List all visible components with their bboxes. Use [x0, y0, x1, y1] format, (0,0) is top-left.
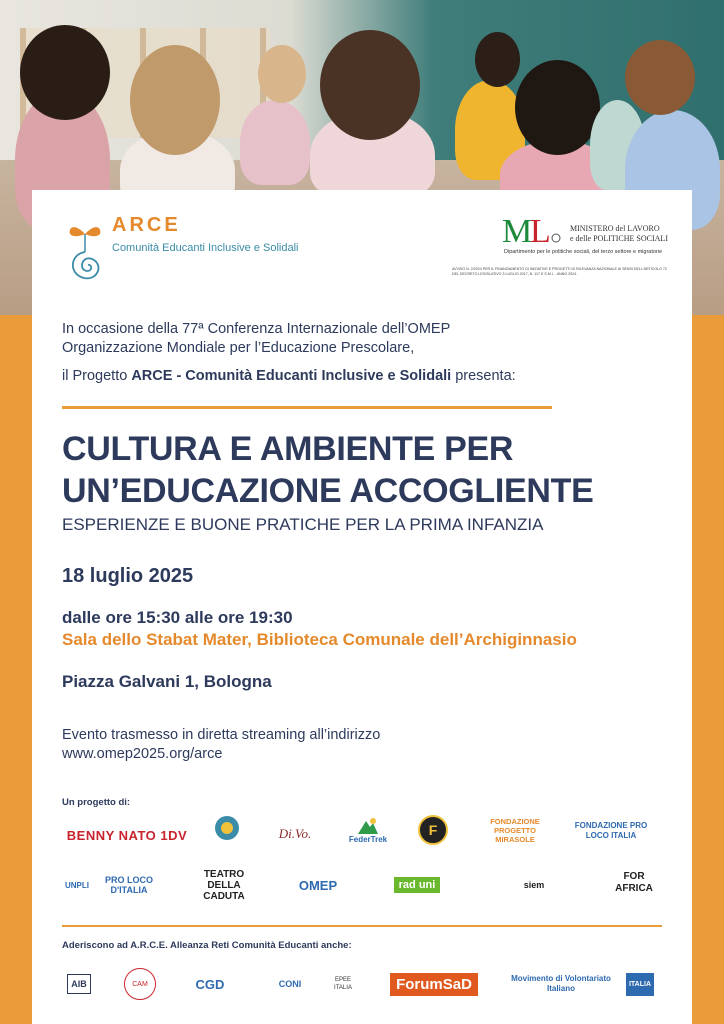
partner-logo-text: siem	[523, 880, 545, 890]
adherent-logo-text: Movimento di Volontariato Italiano	[511, 974, 611, 993]
intro-pre: il Progetto	[62, 368, 132, 384]
intro-text	[62, 320, 662, 358]
event-venue: Sala dello Stabat Mater, Biblioteca Comunale dell’Archiginnasio	[62, 630, 577, 649]
adherent-logo-cgd	[184, 966, 236, 1002]
adherent-logo-text: ForumSaD	[390, 973, 478, 996]
adherent-logo-text: EPEE ITALIA	[334, 977, 352, 991]
partner-logo-radiuni	[372, 870, 462, 900]
partner-logo-text: OMEP	[298, 877, 338, 893]
partner-logo-text: UNPLI	[65, 880, 89, 890]
partner-logo-pro-loco-italia	[562, 814, 660, 848]
partner-logo-text: F	[428, 822, 438, 838]
adherent-logo-cam	[122, 966, 158, 1002]
stream-info	[62, 726, 380, 764]
ministry-logo	[502, 212, 562, 248]
adherent-logo-text: AIB	[67, 974, 91, 994]
partner-logo-text: FOR AFRICA	[615, 871, 653, 894]
ministry-avviso: AVVISO N. 2/2024 PER IL FINANZIAMENTO DI INIZIATIVE E PROGETTI DI RILEVANZA NAZIONALE AI SENSI DELL'ARTICOLO 72 DEL DECRETO LEGISLATIVO 3 LUGLIO 2017, N. 117 E S.M.I. - ANNO 2024.	[452, 267, 667, 276]
partner-logo-text: BENNY NATO 1DV	[66, 827, 188, 843]
svg-text:M: M	[502, 213, 533, 248]
event-address: Piazza Galvani 1, Bologna	[62, 672, 272, 691]
mountain-icon	[357, 817, 379, 835]
partner-logo-f-circle	[416, 812, 450, 848]
adherent-badge-icon	[124, 968, 156, 1000]
divider-bottom	[62, 925, 662, 927]
partner-logo-text: rad uni	[394, 877, 441, 893]
partner-logo-text: FONDAZIONE PRO LOCO ITALIA	[574, 821, 648, 840]
intro-line1: In occasione della 77ª Conferenza Internazionale dell’OMEP	[62, 321, 451, 337]
child-head	[625, 40, 695, 115]
partner-logo-romanamente	[204, 808, 250, 848]
divider-top	[62, 406, 552, 409]
partner-logo-divo	[264, 820, 326, 848]
adherent-logo-forumsad	[380, 968, 488, 1000]
event-time: dalle ore 15:30 alle ore 19:30	[62, 608, 293, 627]
partner-logo-text: FederTrek	[348, 834, 388, 844]
child-head	[475, 32, 520, 87]
partners-label: Un progetto di:	[62, 797, 131, 808]
adherent-logo-text: ITALIA	[626, 973, 654, 996]
intro-project-line	[62, 368, 682, 384]
child-head	[258, 45, 306, 103]
partner-logo-text: TEATRO DELLA CADUTA	[203, 868, 245, 902]
adherent-logo-epee	[326, 966, 360, 1002]
child-figure	[240, 100, 310, 185]
flyer-card	[32, 190, 692, 1024]
partner-logo-mirasole	[470, 812, 560, 848]
arce-spiral-logo	[60, 212, 110, 292]
partner-logo-siem	[478, 870, 590, 900]
adherent-logo-text: CGD	[195, 976, 225, 992]
arce-subtitle: Comunità Educanti Inclusive e Solidali	[112, 242, 299, 254]
partner-logo-text: FONDAZIONE PROGETTO MIRASOLE	[490, 816, 540, 844]
ministry-title-line1: MINISTERO del LAVORO	[570, 224, 660, 233]
arce-name: ARCE	[112, 214, 181, 236]
event-title-line2: UN’EDUCAZIONE ACCOGLIENTE	[62, 472, 594, 510]
globe-icon	[209, 813, 245, 843]
event-title	[62, 428, 682, 512]
intro-project-name: ARCE - Comunità Educanti Inclusive e Solidali	[131, 368, 452, 384]
event-date: 18 luglio 2025	[62, 565, 194, 587]
child-head	[515, 60, 600, 155]
event-title-line1: CULTURA E AMBIENTE PER	[62, 430, 514, 468]
adherent-logo-mvi	[506, 966, 616, 1002]
intro-post: presenta:	[451, 368, 516, 384]
f-badge-icon	[418, 815, 448, 845]
partner-logo-teatro-caduta	[184, 868, 264, 902]
partner-logo-for-africa	[610, 864, 658, 902]
adherent-logo-text: CONI	[278, 979, 302, 989]
partner-logo-pro-loco	[92, 870, 166, 900]
partner-logo-omep	[280, 870, 356, 900]
partner-logo-federtrek	[342, 812, 394, 848]
stream-link[interactable]: www.omep2025.org/arce	[62, 746, 223, 762]
ministry-title-line2: e delle POLITICHE SOCIALI	[570, 234, 668, 243]
svg-text:L: L	[530, 213, 551, 248]
child-head	[20, 25, 110, 120]
child-head	[320, 30, 420, 140]
adherents-label: Aderiscono ad A.R.C.E. Alleanza Reti Comunità Educanti anche:	[62, 940, 352, 951]
ministry-title	[570, 224, 668, 244]
adherent-logo-aib	[62, 966, 96, 1002]
ministry-department: Dipartimento per le politiche sociali, del terzo settore e migratorie	[504, 249, 663, 255]
partner-logo-benny-nato	[62, 820, 192, 850]
adherent-logo-text: CAM	[132, 980, 148, 988]
partner-logo-text: Di.Vo.	[278, 826, 312, 841]
partner-logo-text: PRO LOCO D'ITALIA	[104, 875, 153, 895]
partner-logo-unpli	[62, 870, 92, 900]
adherent-logo-coni	[264, 966, 316, 1002]
intro-line2: Organizzazione Mondiale per l’Educazione Prescolare,	[62, 340, 415, 356]
adherent-logo-italia	[622, 966, 658, 1002]
child-head	[130, 45, 220, 155]
event-subtitle: ESPERIENZE E BUONE PRATICHE PER LA PRIMA INFANZIA	[62, 515, 544, 534]
stream-line1: Evento trasmesso in diretta streaming all’indirizzo	[62, 727, 381, 743]
